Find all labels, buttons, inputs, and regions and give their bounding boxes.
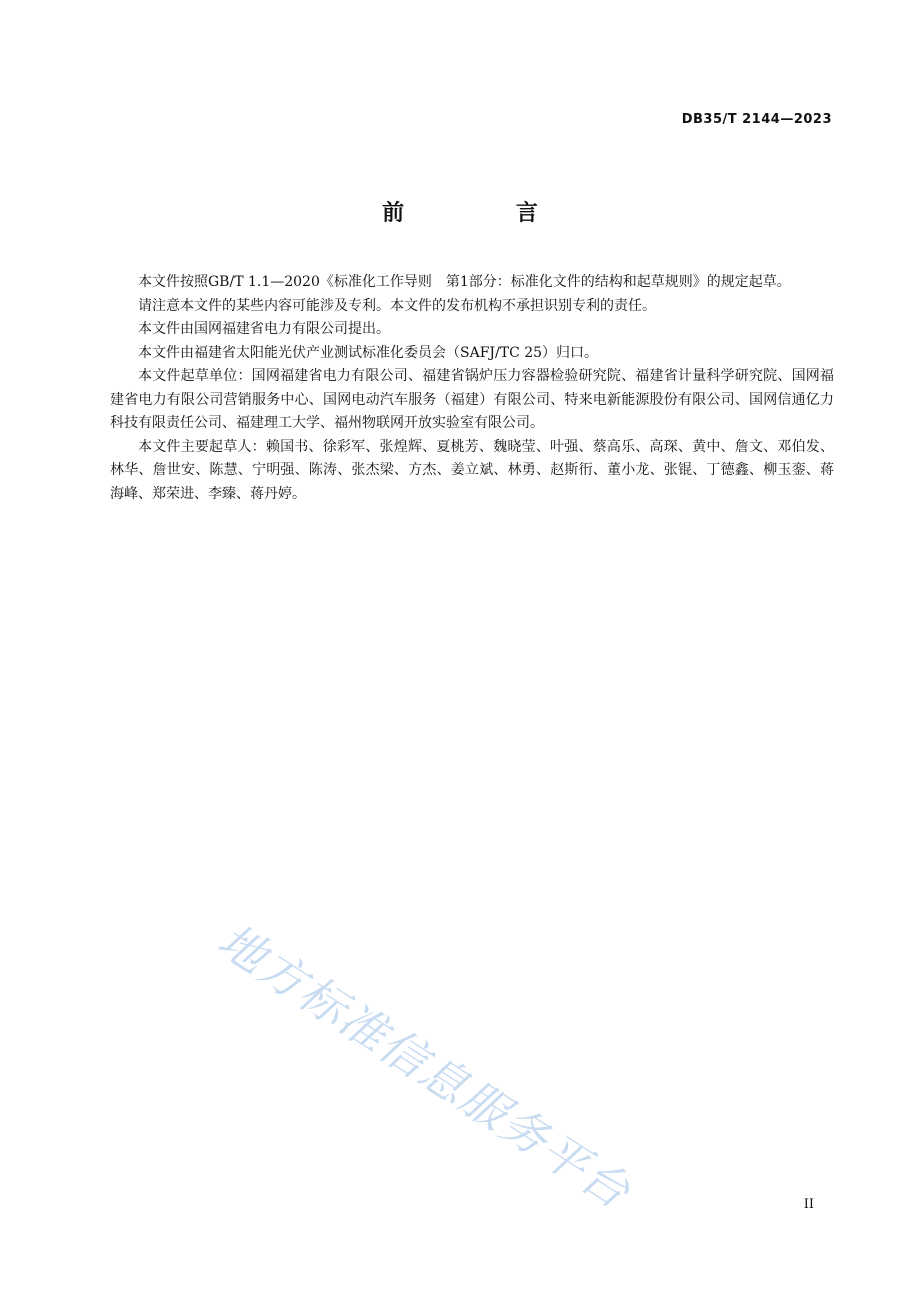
- watermark: 地方标准信息服务平台: [208, 912, 641, 1220]
- paragraph-drafting-units: 本文件起草单位：国网福建省电力有限公司、福建省锅炉压力容器检验研究院、福建省计量科学研究院、国网福建省电力有限公司营销服务中心、国网电动汽车服务（福建）有限公司、特来电新能源股份有限公司、国网信通亿力科技有限责任公司、福建理工大学、福州物联网开放实验室有限公司。: [110, 368, 834, 431]
- preface-body: [110, 271, 834, 506]
- page-title: 前 言: [382, 201, 590, 226]
- paragraph-committee: 本文件由福建省太阳能光伏产业测试标准化委员会（SAFJ/TC 25）归口。: [138, 344, 599, 361]
- document-code: DB35/T 2144—2023: [681, 112, 832, 127]
- page-number: II: [803, 1197, 814, 1212]
- paragraph-drafting-rules: 本文件按照GB/T 1.1—2020《标准化工作导则 第1部分：标准化文件的结构和起草规则》的规定起草。: [138, 274, 791, 290]
- paragraph-patent-notice: 请注意本文件的某些内容可能涉及专利。本文件的发布机构不承担识别专利的责任。: [138, 297, 656, 314]
- paragraph-proposer: 本文件由国网福建省电力有限公司提出。: [138, 321, 390, 337]
- paragraph-drafters: 本文件主要起草人：赖国书、徐彩军、张煌辉、夏桃芳、魏晓莹、叶强、蔡高乐、高琛、黄中、詹文、邓伯发、林华、詹世安、陈慧、宁明强、陈涛、张杰梁、方杰、姜立斌、林勇、赵斯衎、董小龙、张锟、丁德鑫、柳玉銮、蒋海峰、郑荣进、李臻、蒋丹婷。: [110, 438, 834, 502]
